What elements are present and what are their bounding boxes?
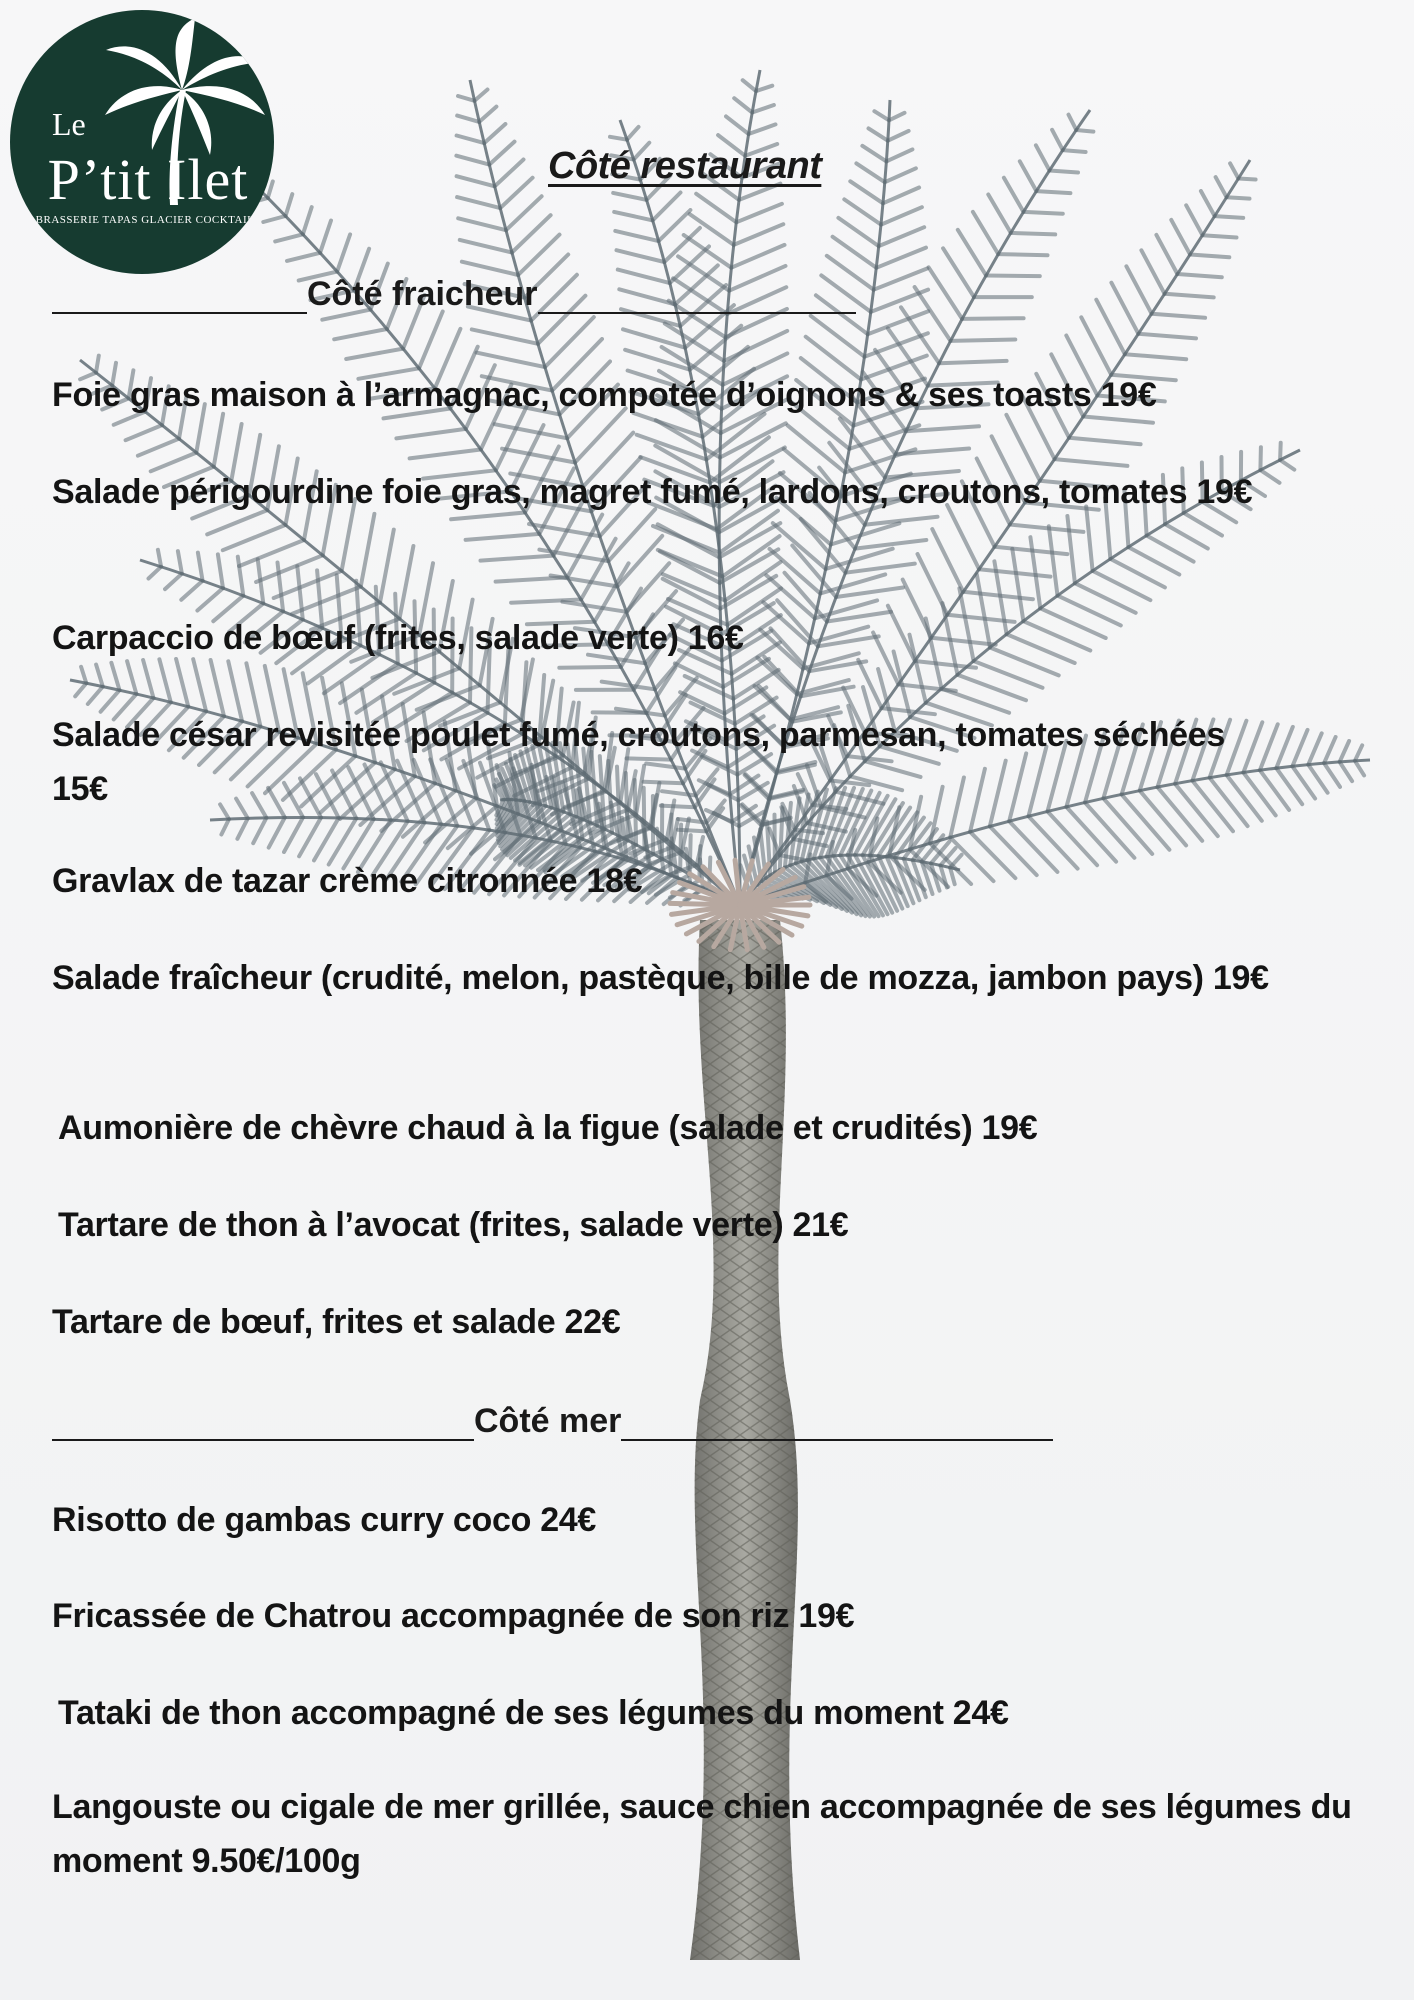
logo-le-text: Le [52, 106, 86, 142]
heading-rule-right [621, 1409, 1053, 1441]
menu-item: Gravlax de tazar crème citronnée 18€ [52, 862, 643, 900]
section-heading-fraicheur [52, 275, 856, 314]
heading-rule-left [52, 282, 307, 314]
section-heading-mer [52, 1402, 1053, 1441]
logo-name-text: P’tit Ilet [47, 147, 249, 212]
menu-item: Fricassée de Chatrou accompagnée de son riz 19€ [52, 1597, 855, 1635]
menu-item: Carpaccio de bœuf (frites, salade verte) 16€ [52, 619, 744, 657]
heading-rule-right [538, 282, 856, 314]
menu-item: Foie gras maison à l’armagnac, compotée d’oignons & ses toasts 19€ [52, 376, 1157, 414]
menu-item: Risotto de gambas curry coco 24€ [52, 1501, 597, 1539]
logo-tagline: BRASSERIE TAPAS GLACIER COCKTAIL [35, 214, 255, 226]
section-heading-label: Côté fraicheur [307, 275, 538, 313]
menu-item: Aumonière de chèvre chaud à la figue (salade et crudités) 19€ [58, 1109, 1038, 1147]
menu-item: Tartare de bœuf, frites et salade 22€ [52, 1303, 621, 1341]
section-heading-label: Côté mer [474, 1402, 622, 1440]
menu-item: Tataki de thon accompagné de ses légumes du moment 24€ [58, 1694, 1009, 1732]
menu-item: Langouste ou cigale de mer grillée, sauce chien accompagnée de ses légumes du moment 9.50€/100g [52, 1788, 1352, 1880]
menu-item: Salade périgourdine foie gras, magret fumé, lardons, croutons, tomates 19€ [52, 473, 1253, 511]
menu-item: Salade fraîcheur (crudité, melon, pastèque, bille de mozza, jambon pays) 19€ [52, 959, 1269, 997]
page-title: Côté restaurant [548, 145, 822, 187]
menu-item: Tartare de thon à l’avocat (frites, salade verte) 21€ [58, 1206, 849, 1244]
menu-item: Salade césar revisitée poulet fumé, croutons, parmesan, tomates séchées 15€ [52, 716, 1225, 808]
heading-rule-left [52, 1409, 474, 1441]
